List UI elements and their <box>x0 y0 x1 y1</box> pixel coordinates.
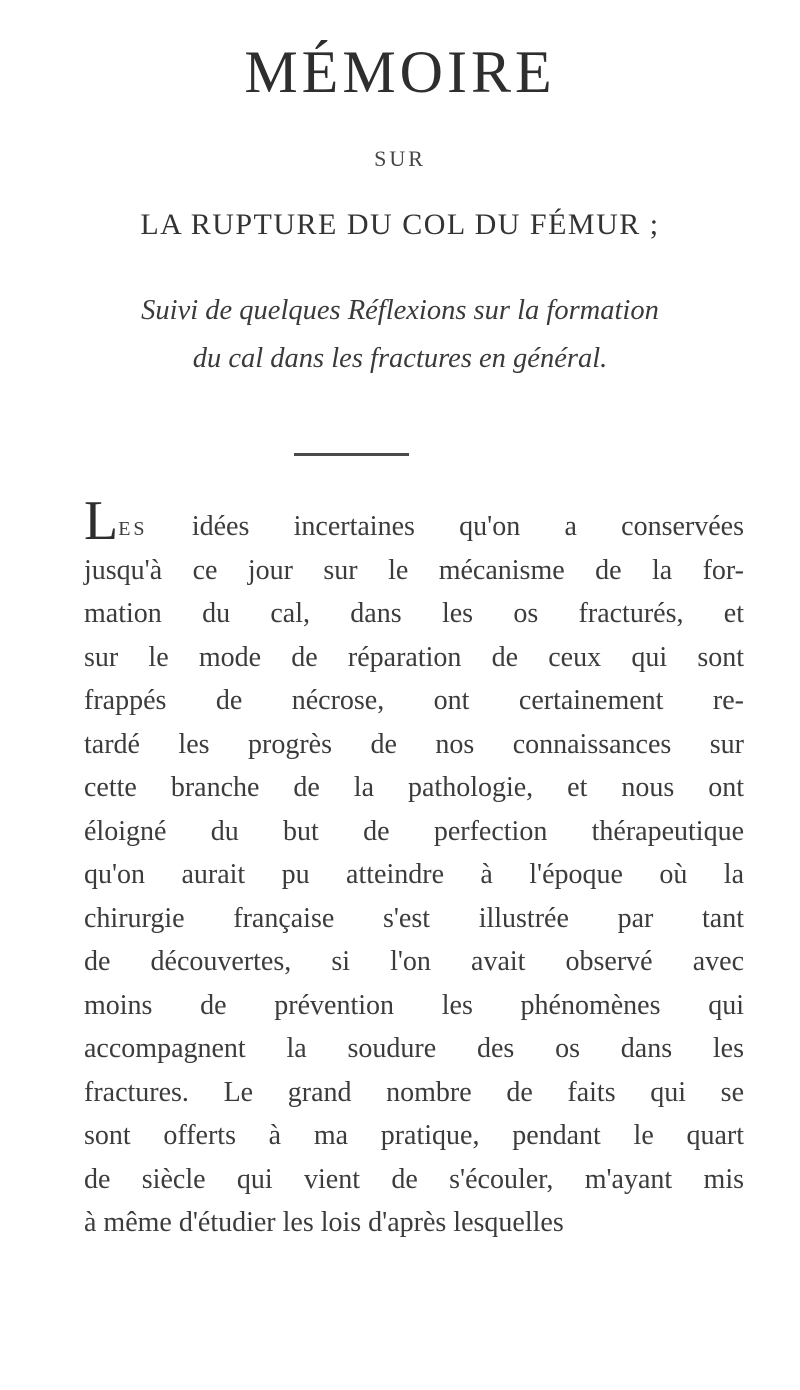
body-line: de découvertes, si l'on avait observé avec <box>84 946 744 977</box>
subtitle: LA RUPTURE DU COL DU FÉMUR ; <box>140 208 660 241</box>
body-line: sont offerts à ma pratique, pendant le quart <box>84 1120 744 1151</box>
drop-cap: L <box>84 490 119 552</box>
body-line: sur le mode de réparation de ceux qui sont <box>84 641 744 673</box>
body-line: cette branche de la pathologie, et nous ont <box>84 772 744 803</box>
title-connector: SUR <box>374 146 426 171</box>
section-divider <box>294 453 409 456</box>
body-line: frappés de nécrose, ont certainement re- <box>84 685 744 716</box>
drop-cap-continuation: ES <box>118 518 148 540</box>
italic-subtitle-line-1: Suivi de quelques Réflexions sur la formation <box>141 295 659 326</box>
body-line-text: idées incertaines qu'on a conservées <box>191 511 744 542</box>
body-line: à même d'étudier les lois d'après lesquelles <box>84 1207 564 1238</box>
body-line <box>84 490 744 552</box>
body-line: tardé les progrès de nos connaissances sur <box>84 728 744 760</box>
italic-subtitle <box>60 287 740 383</box>
italic-subtitle-line-2: du cal dans les fractures en général. <box>192 343 608 374</box>
body-line: qu'on aurait pu atteindre à l'époque où la <box>84 859 744 890</box>
body-line: jusqu'à ce jour sur le mécanisme de la for- <box>84 554 744 586</box>
body-paragraph <box>84 490 744 1245</box>
body-line: moins de prévention les phénomènes qui <box>84 989 744 1021</box>
body-line: fractures. Le grand nombre de faits qui se <box>84 1076 744 1108</box>
body-line: chirurgie française s'est illustrée par tant <box>84 902 744 934</box>
body-line: accompagnent la soudure des os dans les <box>84 1033 744 1064</box>
body-line: éloigné du but de perfection thérapeutique <box>84 815 744 847</box>
body-line: de siècle qui vient de s'écouler, m'ayant mis <box>84 1163 744 1195</box>
body-line: mation du cal, dans les os fracturés, et <box>84 598 744 629</box>
page-title: MÉMOIRE <box>244 39 556 105</box>
